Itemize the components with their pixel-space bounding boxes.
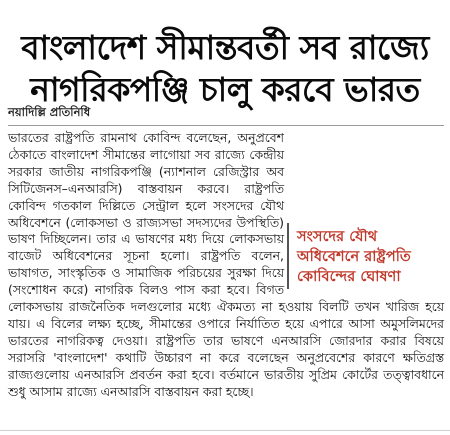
article-paragraph: ভারতের রাষ্ট্রপতি রামনাথ কোবিন্দ বলেছেন, অনুপ্রবেশ ঠেকাতে বাংলাদেশ সীমান্তের লাগোয়া সব রাজ্যে কেন্দ্রীয় সরকার জাতীয় নাগরিকপঞ্জি (ন্যাশনাল রেজিস্ট্রার অব সিটিজেনস–এনআরসি) বাস্তবায়ন করবে। রাষ্ট্রপতি কোবিন্দ গতকাল দিল্লিতে সেন্ট্রাল হলে সংসদের যৌথ অধিবেশনে (লোকসভা ও রাজ্যসভা সদস্যদের উপস্থিতি) ভাষণ দিচ্ছিলেন। তার এ ভাষণের মধ্য দিয়ে লোকসভায় বাজেট অধিবেশনের সূচনা হলো। রাষ্ট্রপতি বলেন, ভাষাগত, সাংস্কৃতিক ও সামাজিক পরিচয়ের সুরক্ষা দিয়ে (সংশোধন করে) নাগরিক বিলও পাস করা হবে। বিগত লোকসভায় রাজনৈতিক দলগুলোর মধ্যে ঐকমত্য না হওয়ায় বিলটি তখন খারিজ হয়ে যায়। এ বিলের লক্ষ্য হচ্ছে, সীমান্তের ওপারে নির্যাতিত হয়ে এপারে আসা অমুসলিমদের ভারতের নাগরিকত্ব দেওয়া। রাষ্ট্রপতি তার ভাষণে এনআরসি জোরদার করার বিষয়ে সরাসরি 'বাংলাদেশ' কথাটি উচ্চারণ না করে বলেছেন অনুপ্রবেশের কারণে ক্ষতিগ্রস্ত রাজ্যগুলোয় এনআরসি প্রবর্তন করা হবে। বর্তমানে ভারতীয় সুপ্রিম কোর্টের তত্ত্বাবধানে শুধু আসাম রাজ্যে এনআরসি বাস্তবায়ন করা হচ্ছে। (8, 130, 444, 399)
article-headline (0, 27, 450, 111)
pull-quote: সংসদের যৌথ অধিবেশনে রাষ্ট্রপতি কোবিন্দের ঘোষণা (287, 223, 444, 289)
headline-line-1: বাংলাদেশ সীমান্তবর্তী সব রাজ্যে (21, 28, 429, 68)
clipped-text-fragment (30, 0, 34, 5)
headline-line-2: নাগরিকপঞ্জি চালু করবে ভারত (30, 70, 420, 110)
byline-divider (8, 125, 444, 126)
clipped-preceding-article (0, 0, 450, 5)
bottom-divider (0, 430, 450, 431)
byline: নয়াদিল্লি প্রতিনিধি (8, 105, 91, 119)
